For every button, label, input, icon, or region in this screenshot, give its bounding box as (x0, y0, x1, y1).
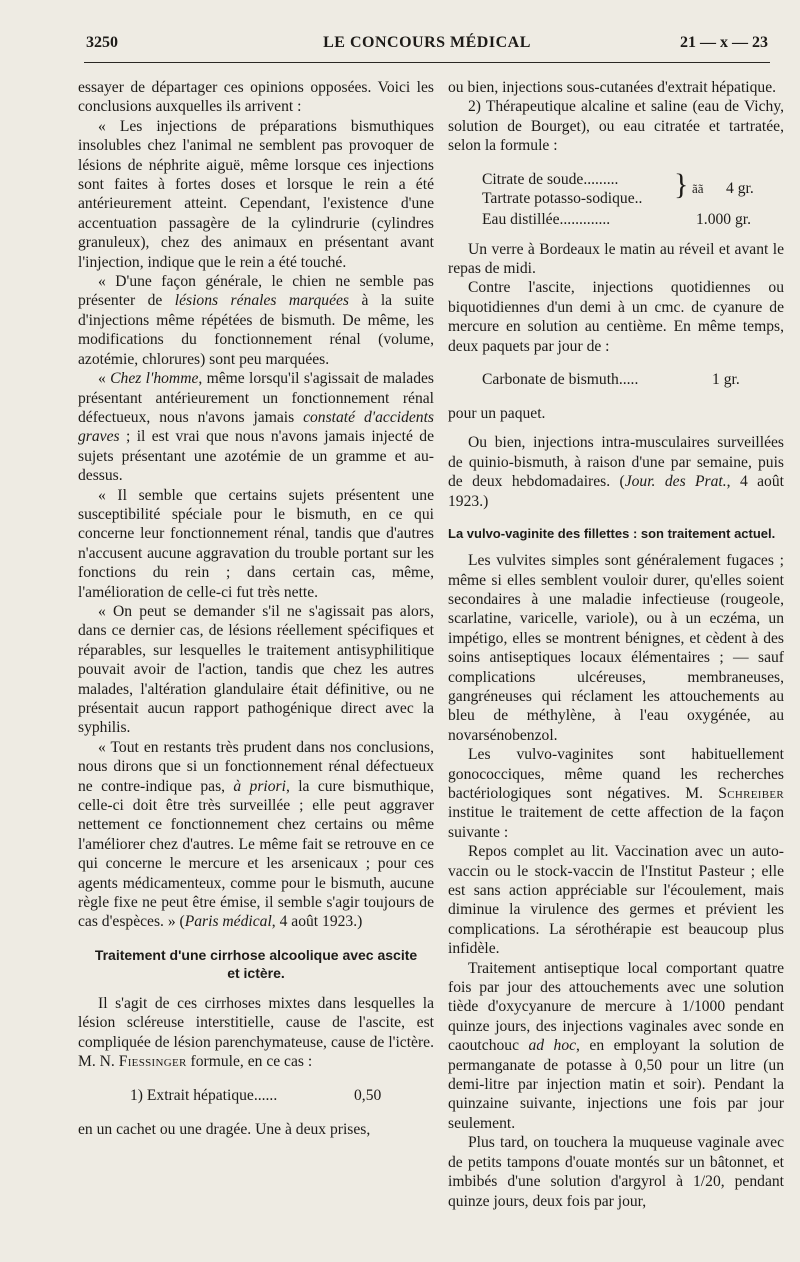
paragraph: ou bien, injections sous-cutanées d'extrait hépatique. (448, 79, 777, 96)
paragraph: Les vulvo-vaginites sont habituellement gonococciques, même quand les recherches bactériologiques sont négatives. M. Schreiber institue le traitement de cette affection de la façon suivante : (448, 746, 784, 841)
paragraph: essayer de départager ces opinions opposées. Voici les conclusions auxquelles ils arrivent : (78, 79, 434, 116)
paragraph: Traitement antiseptique local comportant quatre fois par jour des attouchements avec une solution tiède d'oxycyanure de mercure à 1/1000 pendant quinze jours, des injections vaginales avec sonde en caoutchouc ad hoc, en employant la solution de permanganate de potasse à 0,50 pour un litre (un demi-litre par injection matin et soir). Pendant la quinzaine suivante, injections une fois par jour seulement. (448, 959, 784, 1132)
prescription-line: 1) Extrait hépatique...... 0,50 (130, 1086, 382, 1104)
paragraph: en un cachet ou une dragée. Une à deux prises, (78, 1120, 371, 1138)
running-header (86, 34, 768, 58)
section-title: Traitement d'une cirrhose alcoolique avec ascite et ictère. (94, 946, 418, 981)
prescription-line: Carbonate de bismuth..... 1 gr. (482, 371, 740, 389)
author-name: Schreiber (718, 784, 784, 802)
paragraph: Repos complet au lit. Vaccination avec un auto-vaccin ou le stock-vaccin de l'Institut Pasteur ; elle est sans action appréciable sur l'écoulement, mais diminue la virulence des germes et prévient les complications. La sérothérapie est beaucoup plus infidèle. (448, 843, 784, 958)
journal-title: LE CONCOURS MÉDICAL (323, 34, 531, 51)
formula-block: Citrate de soude......... Tartrate potasso-sodique.. } ãã 4 gr. Eau distillée............. 1.000 gr. (482, 167, 754, 228)
paragraph: « On peut se demander s'il ne s'agissait pas alors, dans ce dernier cas, de lésions réellement spécifiques et réparables, sur lesquelles le traitement antisyphilitique pouvait avoir de l'action, tandis que chez les autres malades, l'altération glandulaire était définitive, ou ne présentait aucun rapport pathogénique direct avec la syphilis. (78, 602, 434, 737)
paragraph: « D'une façon générale, le chien ne semble pas présenter de lésions rénales marquées à la suite d'injections même répétées de bismuth. De même, les modifications du fonctionnement rénal (volume, azotémie, chlorures) sont peu marquées. (78, 273, 434, 368)
paragraph: Contre l'ascite, injections quotidiennes ou biquotidiennes d'un demi à un cmc. de cyanure de mercure en solution au centième. En même temps, deux paquets par jour de : (448, 279, 784, 355)
right-column (448, 78, 784, 1211)
paragraph: Il s'agit de ces cirrhoses mixtes dans lesquelles la lésion scléreuse interstitielle, cause de l'ascite, est compliquée de lésion parenchymateuse, cause de l'ictère. M. N. Fiessinger formule, en ce cas : (78, 994, 434, 1071)
paragraph: 2) Thérapeutique alcaline et saline (eau de Vichy, solution de Bourget), ou eau citratée et tartratée, selon la formule : (448, 98, 784, 155)
paragraph: Ou bien, injections intra-musculaires surveillées de quinio-bismuth, à raison d'une par semaine, puis de deux hebdomadaires. (Jour. des Prat., 4 août 1923.) (448, 434, 784, 510)
paragraph: « Les injections de préparations bismuthiques insolubles chez l'animal ne semblent pas provoquer de lésions de néphrite aiguë, même lorsque ces injections sont faites à fortes doses et lorsque le rein a été antérieurement atteint. Cependant, l'existence d'une accentuation passagère de la cylindrurie (cylindres granuleux), chez des animaux en présentant avant l'injection, indique que le rein a été touché. (78, 117, 434, 271)
section-title: La vulvo-vaginite des fillettes : son traitement actuel. (448, 526, 776, 542)
left-column (78, 78, 434, 1139)
paragraph: « Il semble que certains sujets présentent une susceptibilité spéciale pour le bismuth, en ce qui concerne leur fonctionnement rénal, tandis que d'autres n'accusent aucune aggravation du trouble portant sur les fonctions du rein ; dans certain cas, même, l'amélioration de celle-ci fut très nette. (78, 486, 434, 601)
author-name: Fiessinger (118, 1053, 187, 1071)
paragraph: Un verre à Bordeaux le matin au réveil et avant le repas de midi. (448, 240, 784, 278)
page-number: 3250 (86, 34, 118, 51)
paragraph: « Chez l'homme, même lorsqu'il s'agissait de malades présentant antérieurement un fonctionnement rénal défectueux, nous n'avons jamais constaté d'accidents graves ; il est vrai que nous n'avons jamais injecté de sujets présentant une azotémie de un gramme et au-dessus. (78, 370, 434, 485)
header-rule (84, 62, 770, 63)
paragraph: Les vulvites simples sont généralement fugaces ; même si elles semblent vouloir durer, qu'elles soient secondaires à une maladie infectieuse (rougeole, scarlatine, varicelle, variole), ou à un eczéma, un impétigo, elles se montrent bénignes, et cèdent à des soins antiseptiques locaux élémentaires ; — sauf complications ulcéreuses, membraneuses, gangréneuses qui réclament les attouchements au bleu de méthylène, à l'eau oxygénée, au novarsénobenzol. (448, 552, 784, 744)
issue-date: 21 — x — 23 (680, 34, 768, 51)
paragraph: pour un paquet. (448, 405, 546, 423)
paragraph: Plus tard, on touchera la muqueuse vaginale avec de petits tampons d'ouate montés sur un bâtonnet, et imbibés d'une solution d'argyrol à 1/20, pendant quinze jours, deux fois par jour, (448, 1134, 784, 1210)
paragraph: « Tout en restants très prudent dans nos conclusions, nous dirons que si un fonctionnement rénal défectueux ne contre-indique pas, à priori, la cure bismuthique, celle-ci doit être très surveillée ; elle peut aggraver nettement ce fonctionnement chez certains ou même l'améliorer chez d'autres. Le même fait se retrouve en ce qui concerne le mercure et les arsenicaux ; pour ces agents médicamenteux, comme pour le bismuth, aucune règle fixe ne peut être émise, il semble s'agir toujours de cas d'espèces. » (Paris médical, 4 août 1923.) (78, 738, 434, 931)
